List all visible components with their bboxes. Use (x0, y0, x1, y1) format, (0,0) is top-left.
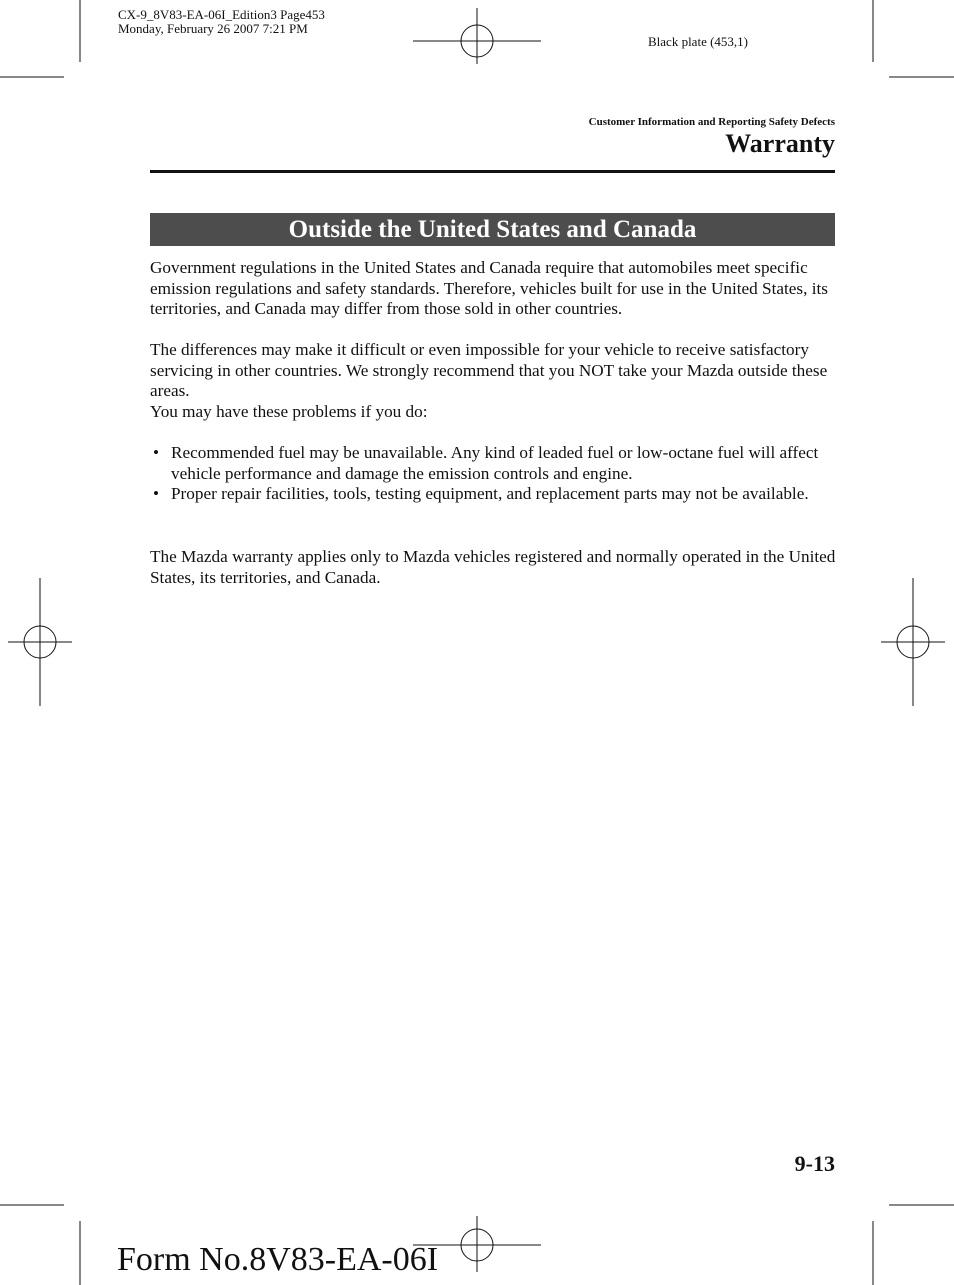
list-item-text: Proper repair facilities, tools, testing equipment, and replacement parts may not be available. (171, 484, 809, 504)
section-title: Warranty (725, 129, 835, 158)
paragraph-regulations: Government regulations in the United States and Canada require that automobiles meet specific emission regulations and safety standards. Therefore, vehicles built for use in the United States, its territories, and Canada may differ from those sold in other countries. (150, 258, 828, 319)
title-divider (150, 170, 835, 173)
list-item-text: Recommended fuel may be unavailable. Any kind of leaded fuel or low-octane fuel will affect vehicle performance and damage the emission controls and engine. (171, 443, 819, 483)
list-item (150, 443, 840, 484)
paragraph-problems-intro: You may have these problems if you do: (150, 402, 428, 421)
slug-file-name: CX-9_8V83-EA-06I_Edition3 Page453 (118, 7, 325, 22)
bullet-icon: • (153, 443, 160, 462)
list-item (150, 484, 840, 505)
paragraph-differences: The differences may make it difficult or even impossible for your vehicle to receive satisfactory servicing in other countries. We strongly recommend that you NOT take your Mazda outside these areas. (150, 340, 828, 401)
paragraph-warranty-scope: The Mazda warranty applies only to Mazda vehicles registered and normally operated in the United States, its territories, and Canada. (150, 547, 836, 587)
slug-plate: Black plate (453,1) (648, 34, 748, 49)
form-number: Form No.8V83-EA-06I (117, 1241, 439, 1278)
section-heading: Outside the United States and Canada (150, 213, 835, 246)
bullet-icon: • (153, 484, 160, 504)
slug-date: Monday, February 26 2007 7:21 PM (118, 21, 308, 36)
page-number: 9-13 (794, 1151, 835, 1176)
problems-list (150, 443, 840, 505)
running-head: Customer Information and Reporting Safety Defects (588, 116, 835, 128)
print-slug (118, 8, 325, 36)
